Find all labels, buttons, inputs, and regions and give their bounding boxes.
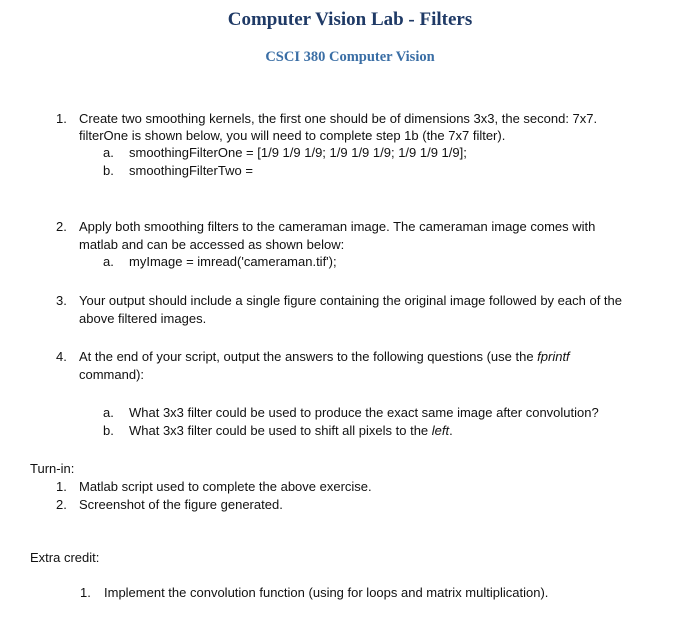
- item-2-line-1: Apply both smoothing filters to the cameraman image. The cameraman image comes with: [79, 219, 596, 234]
- extra-item-1-text: Implement the convolution function (using for loops and matrix multiplication).: [104, 585, 549, 600]
- page-subtitle: CSCI 380 Computer Vision: [265, 49, 435, 65]
- item-4b-letter: b.: [103, 423, 114, 438]
- extra-credit-heading: Extra credit:: [30, 550, 100, 565]
- item-4a-letter: a.: [103, 405, 114, 420]
- item-1-number: 1.: [56, 111, 67, 126]
- item-3-line-2: above filtered images.: [79, 311, 207, 326]
- item-4-line-1-text: At the end of your script, output the answers to the following questions (use the: [79, 349, 538, 364]
- turnin-item-1-text: Matlab script used to complete the above exercise.: [79, 479, 372, 494]
- item-2a-text: myImage = imread('cameraman.tif');: [129, 254, 337, 269]
- item-1-line-2: filterOne is shown below, you will need to complete step 1b (the 7x7 filter).: [79, 128, 506, 143]
- item-1b-text: smoothingFilterTwo =: [129, 163, 253, 178]
- item-4-line-1: [79, 348, 570, 365]
- item-1a-text: smoothingFilterOne = [1/9 1/9 1/9; 1/9 1/9 1/9; 1/9 1/9 1/9];: [129, 145, 467, 160]
- turnin-heading: Turn-in:: [30, 461, 75, 476]
- item-4-number: 4.: [56, 349, 67, 364]
- item-4b-text-emph: left: [431, 423, 450, 438]
- item-4-line-2: command):: [79, 367, 145, 382]
- item-1a-letter: a.: [103, 145, 114, 160]
- item-2a-letter: a.: [103, 254, 114, 269]
- turnin-item-2-text: Screenshot of the figure generated.: [79, 497, 283, 512]
- turnin-item-2-number: 2.: [56, 497, 67, 512]
- item-4b-text: [129, 422, 453, 439]
- page-title: Computer Vision Lab - Filters: [227, 9, 473, 30]
- item-3-number: 3.: [56, 293, 67, 308]
- extra-item-1-number: 1.: [80, 585, 91, 600]
- item-2-number: 2.: [56, 219, 67, 234]
- item-3-line-1: Your output should include a single figure containing the original image followed by each of the: [79, 293, 622, 308]
- item-4b-text-before: What 3x3 filter could be used to shift all pixels to the: [129, 423, 432, 438]
- item-4b-text-after: .: [449, 423, 453, 438]
- item-1-line-1: Create two smoothing kernels, the first one should be of dimensions 3x3, the second: 7x7.: [79, 111, 598, 126]
- item-2-line-2: matlab and can be accessed as shown below:: [79, 237, 345, 252]
- item-4-line-1-emph: fprintf: [537, 349, 570, 364]
- item-4a-text: What 3x3 filter could be used to produce the exact same image after convolution?: [129, 405, 599, 420]
- item-1b-letter: b.: [103, 163, 114, 178]
- turnin-item-1-number: 1.: [56, 479, 67, 494]
